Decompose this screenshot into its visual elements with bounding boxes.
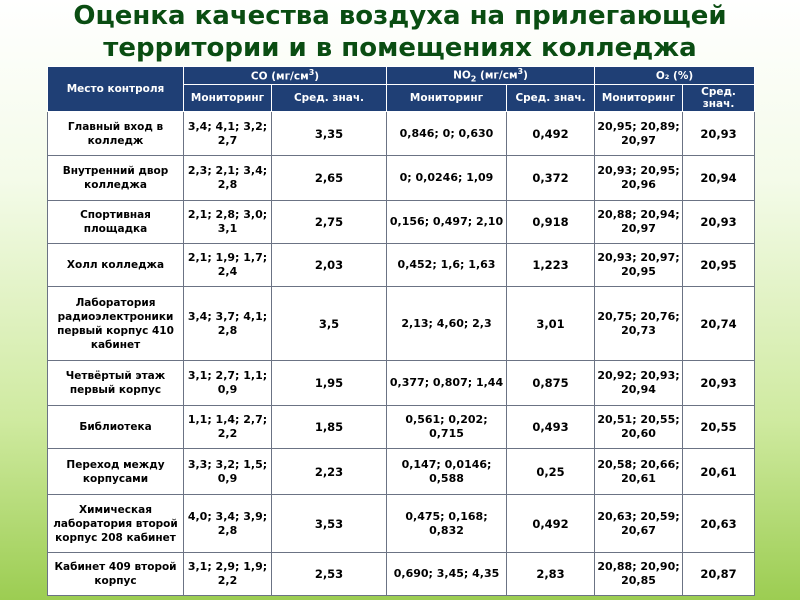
cell-place: Главный вход в колледж [48,112,184,156]
cell-o2-monitoring: 20,63; 20,59; 20,67 [595,495,683,553]
table-row [48,112,755,156]
cell-co-avg: 2,53 [272,553,387,596]
header-co [184,67,387,85]
cell-no2-avg: 0,875 [507,361,595,406]
cell-place: Библиотека [48,406,184,449]
header-co-prefix: CO (мг/см [250,70,309,83]
cell-o2-monitoring: 20,51; 20,55; 20,60 [595,406,683,449]
header-o2: O₂ (%) [595,67,755,85]
cell-o2-avg: 20,95 [683,244,755,287]
cell-o2-avg: 20,93 [683,361,755,406]
table-row [48,495,755,553]
header-o2-monitoring: Мониторинг [595,85,683,112]
cell-no2-avg: 0,372 [507,156,595,201]
header-co-suffix: ) [314,70,320,83]
cell-no2-avg: 0,492 [507,495,595,553]
page-title [0,0,800,66]
table-row [48,361,755,406]
cell-co-avg: 2,75 [272,201,387,244]
air-quality-table [47,66,755,596]
header-no2-sup: 3 [517,67,524,77]
cell-no2-avg: 0,492 [507,112,595,156]
cell-o2-monitoring: 20,75; 20,76; 20,73 [595,287,683,361]
cell-o2-avg: 20,93 [683,201,755,244]
cell-no2-avg: 0,493 [507,406,595,449]
table-row [48,406,755,449]
cell-no2-monitoring: 0,846; 0; 0,630 [387,112,507,156]
cell-co-avg: 3,53 [272,495,387,553]
cell-place: Кабинет 409 второй корпус [48,553,184,596]
cell-co-avg: 2,65 [272,156,387,201]
title-line-2: территории и в помещениях колледжа [103,33,697,63]
table-row [48,201,755,244]
cell-no2-monitoring: 0; 0,0246; 1,09 [387,156,507,201]
cell-place: Внутренний двор колледжа [48,156,184,201]
header-co-avg: Сред. знач. [272,85,387,112]
header-o2-avg: Сред. знач. [683,85,755,112]
cell-o2-monitoring: 20,93; 20,97; 20,95 [595,244,683,287]
cell-o2-monitoring: 20,92; 20,93; 20,94 [595,361,683,406]
cell-place: Химическая лаборатория второй корпус 208 кабинет [48,495,184,553]
cell-no2-monitoring: 0,452; 1,6; 1,63 [387,244,507,287]
cell-no2-avg: 0,918 [507,201,595,244]
header-no2-avg: Сред. знач. [507,85,595,112]
header-row-top [48,67,755,85]
cell-co-avg: 2,23 [272,449,387,495]
table-body [48,112,755,596]
header-no2-sub: 2 [470,74,477,84]
table-row [48,553,755,596]
table-row [48,156,755,201]
table-row [48,244,755,287]
header-co-sup: 3 [308,68,315,78]
cell-co-monitoring: 4,0; 3,4; 3,9; 2,8 [184,495,272,553]
cell-no2-avg: 1,223 [507,244,595,287]
cell-o2-monitoring: 20,88; 20,90; 20,85 [595,553,683,596]
cell-o2-monitoring: 20,95; 20,89; 20,97 [595,112,683,156]
cell-o2-monitoring: 20,88; 20,94; 20,97 [595,201,683,244]
cell-co-monitoring: 2,3; 2,1; 3,4; 2,8 [184,156,272,201]
cell-o2-avg: 20,61 [683,449,755,495]
cell-no2-monitoring: 2,13; 4,60; 2,3 [387,287,507,361]
cell-no2-monitoring: 0,690; 3,45; 4,35 [387,553,507,596]
header-co-monitoring: Мониторинг [184,85,272,112]
cell-co-monitoring: 3,1; 2,7; 1,1; 0,9 [184,361,272,406]
cell-no2-avg: 3,01 [507,287,595,361]
cell-place: Спортивная площадка [48,201,184,244]
title-line-1: Оценка качества воздуха на прилегающей [73,1,727,31]
cell-co-avg: 3,5 [272,287,387,361]
cell-co-monitoring: 3,1; 2,9; 1,9; 2,2 [184,553,272,596]
cell-co-monitoring: 1,1; 1,4; 2,7; 2,2 [184,406,272,449]
header-no2-monitoring: Мониторинг [387,85,507,112]
cell-co-monitoring: 2,1; 2,8; 3,0; 3,1 [184,201,272,244]
cell-no2-monitoring: 0,377; 0,807; 1,44 [387,361,507,406]
cell-o2-avg: 20,94 [683,156,755,201]
cell-place: Переход между корпусами [48,449,184,495]
table-row [48,287,755,361]
cell-no2-monitoring: 0,156; 0,497; 2,10 [387,201,507,244]
cell-no2-monitoring: 0,147; 0,0146; 0,588 [387,449,507,495]
cell-co-monitoring: 3,3; 3,2; 1,5; 0,9 [184,449,272,495]
cell-o2-monitoring: 20,58; 20,66; 20,61 [595,449,683,495]
cell-o2-monitoring: 20,93; 20,95; 20,96 [595,156,683,201]
header-place: Место контроля [48,67,184,112]
cell-place: Холл колледжа [48,244,184,287]
cell-co-avg: 2,03 [272,244,387,287]
cell-co-avg: 1,95 [272,361,387,406]
cell-o2-avg: 20,63 [683,495,755,553]
cell-co-avg: 1,85 [272,406,387,449]
cell-place: Четвёртый этаж первый корпус [48,361,184,406]
cell-no2-monitoring: 0,561; 0,202; 0,715 [387,406,507,449]
table-row [48,449,755,495]
cell-place: Лаборатория радиоэлектроники первый корпус 410 кабинет [48,287,184,361]
cell-co-avg: 3,35 [272,112,387,156]
cell-co-monitoring: 3,4; 3,7; 4,1; 2,8 [184,287,272,361]
cell-co-monitoring: 3,4; 4,1; 3,2; 2,7 [184,112,272,156]
header-no2-suffix: ) [523,69,528,82]
header-no2 [387,67,595,85]
cell-o2-avg: 20,55 [683,406,755,449]
cell-no2-monitoring: 0,475; 0,168; 0,832 [387,495,507,553]
header-no2-prefix: NO [453,69,471,82]
cell-o2-avg: 20,74 [683,287,755,361]
header-no2-mid: (мг/см [476,69,518,82]
cell-o2-avg: 20,93 [683,112,755,156]
cell-co-monitoring: 2,1; 1,9; 1,7; 2,4 [184,244,272,287]
cell-no2-avg: 2,83 [507,553,595,596]
cell-o2-avg: 20,87 [683,553,755,596]
cell-no2-avg: 0,25 [507,449,595,495]
